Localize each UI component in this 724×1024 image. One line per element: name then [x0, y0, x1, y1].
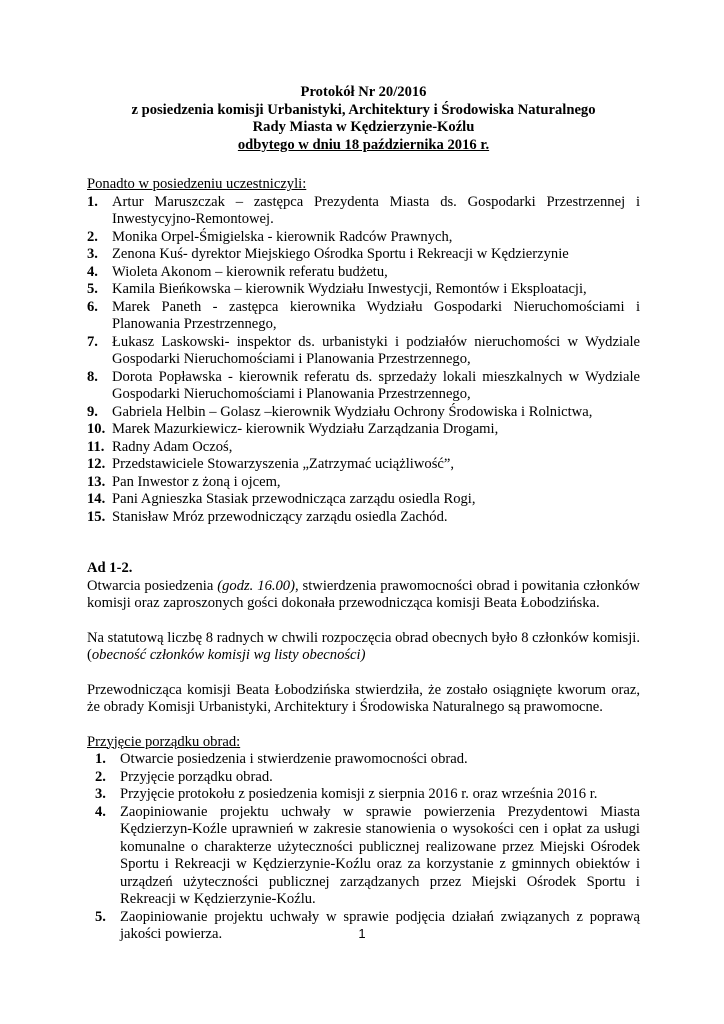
attendee-item-number: 5.: [87, 281, 98, 297]
attendee-item-number: 13.: [87, 473, 106, 490]
agenda-item: [87, 769, 640, 787]
attendee-item-text: Wioleta Akonom – kierownik referatu budżetu,: [112, 263, 388, 280]
attendee-item-text: Radny Adam Oczoś,: [112, 438, 233, 455]
attendees-heading: Ponadto w posiedzeniu uczestniczyli:: [87, 176, 307, 192]
quorum-note: obecność członków komisji wg listy obecności): [91, 647, 366, 663]
agenda-item-number: 2.: [95, 768, 106, 785]
attendee-item: [87, 404, 640, 422]
attendee-item-number: 11.: [87, 438, 105, 455]
attendee-item-text: Pani Agnieszka Stasiak przewodnicząca zarządu osiedla Rogi,: [112, 491, 476, 507]
agenda-item-text: Przyjęcie porządku obrad.: [120, 768, 273, 785]
attendee-item: [87, 334, 640, 369]
agenda-item-text: Zaopiniowanie projektu uchwały w sprawie podjęcia działań związanych z poprawą jakości powierza.: [120, 908, 640, 942]
attendee-item-number: 6.: [87, 298, 98, 315]
attendee-item: [87, 369, 640, 404]
agenda-item-text: Przyjęcie protokołu z posiedzenia komisji z sierpnia 2016 r. oraz września 2016 r.: [120, 786, 598, 802]
attendee-item-number: 8.: [87, 368, 98, 385]
attendee-item-text: Przedstawiciele Stowarzyszenia „Zatrzymać uciążliwość”,: [112, 456, 454, 472]
attendee-item: [87, 421, 640, 439]
attendee-item-number: 4.: [87, 263, 98, 280]
attendee-item-number: 1.: [87, 193, 98, 210]
attendee-item-text: Dorota Popławska - kierownik referatu ds. sprzedaży lokali mieszkalnych w Wydziale Gospodarki Nieruchomościami i Planowania Przestrzennego,: [112, 368, 640, 402]
title-line-2: z posiedzenia komisji Urbanistyki, Architektury i Środowiska Naturalnego: [131, 101, 596, 118]
agenda-item-number: 5.: [95, 908, 106, 925]
attendee-item-number: 15.: [87, 508, 106, 525]
agenda-item-number: 3.: [95, 786, 106, 802]
ad-heading: Ad 1-2.: [87, 560, 133, 576]
agenda-item: [87, 786, 640, 804]
validity-paragraph: Przewodnicząca komisji Beata Łobodzińska stwierdziła, że zostało osiągnięte kworum oraz, że obrady Komisji Urbanistyki, Architektury i Środowiska Naturalnego są prawomocne.: [87, 681, 640, 715]
title-line-3: Rady Miasta w Kędzierzynie-Koźlu: [252, 119, 475, 135]
agenda-item-text: Zaopiniowanie projektu uchwały w sprawie powierzenia Prezydentowi Miasta Kędzierzyn-Koźle uprawnień w zakresie stanowienia o wysokości cen i opłat za usługi komunalne o charakterze użyteczności publicznej realizowane przez Miejski Ośrodek Sportu i Rekreacji w Kędzierzynie-Koźlu oraz za korzystanie z gminnych obiektów i urządzeń użyteczności publicznej zarządzanych przez Miejski Ośrodek Sportu i Rekreacji w Kędzierzynie-Koźlu.: [120, 803, 640, 907]
attendee-item-number: 3.: [87, 246, 98, 262]
agenda-item-number: 4.: [95, 803, 106, 820]
attendee-item: [87, 439, 640, 457]
protocol-title: [87, 84, 640, 154]
title-line-4: odbytego w dniu 18 października 2016 r.: [237, 136, 490, 153]
attendee-item: [87, 491, 640, 509]
agenda-item: [87, 751, 640, 769]
opening-text-end: , stwierdzenia prawomocności obrad i powitania członków komisji oraz zaproszonych gości dokonała przewodnicząca komisji Beata Łobodzińska.: [87, 577, 640, 611]
attendee-item: [87, 281, 640, 299]
attendee-item-text: Kamila Bieńkowska – kierownik Wydziału Inwestycji, Remontów i Eksploatacji,: [112, 281, 587, 297]
attendee-item-text: Pan Inwestor z żoną i ojcem,: [112, 473, 281, 490]
attendee-item: [87, 264, 640, 282]
attendee-item: [87, 194, 640, 229]
attendee-item-text: Marek Mazurkiewicz- kierownik Wydziału Zarządzania Drogami,: [112, 421, 499, 437]
opening-paragraph: [87, 578, 640, 613]
attendee-item: [87, 509, 640, 527]
document-page: [87, 84, 640, 944]
attendee-item-text: Zenona Kuś- dyrektor Miejskiego Ośrodka Sportu i Rekreacji w Kędzierzynie: [112, 246, 569, 262]
attendee-item-text: Stanisław Mróz przewodniczący zarządu osiedla Zachód.: [112, 508, 448, 525]
attendee-item-text: Monika Orpel-Śmigielska - kierownik Radców Prawnych,: [112, 228, 453, 245]
attendee-item-number: 7.: [87, 333, 98, 350]
page-number: 1: [358, 926, 366, 941]
agenda-heading: Przyjęcie porządku obrad:: [87, 733, 241, 750]
attendee-item: [87, 299, 640, 334]
quorum-paragraph: [87, 630, 640, 665]
agenda-item: [87, 804, 640, 909]
opening-time: (godz. 16.00): [217, 577, 295, 594]
title-line-1: Protokół Nr 20/2016: [300, 84, 427, 100]
attendee-item: [87, 474, 640, 492]
attendee-item-number: 2.: [87, 228, 98, 245]
agenda-item-number: 1.: [95, 751, 106, 767]
attendee-item-number: 10.: [87, 421, 106, 437]
attendee-item-text: Marek Paneth - zastępca kierownika Wydziału Gospodarki Nieruchomościami i Planowania Przestrzennego,: [112, 298, 640, 332]
attendee-item-text: Gabriela Helbin – Golasz –kierownik Wydziału Ochrony Środowiska i Rolnictwa,: [112, 403, 593, 420]
quorum-text: Na statutową liczbę 8 radnych w chwili rozpoczęcia obrad obecnych było 8 członków komisji. (: [87, 629, 640, 663]
opening-text-start: Otwarcia posiedzenia: [87, 577, 218, 594]
attendee-item-text: Łukasz Laskowski- inspektor ds. urbanistyki i podziałów nieruchomości w Wydziale Gospodarki Nieruchomościami i Planowania Przestrzennego,: [112, 333, 640, 367]
attendees-list: [87, 194, 640, 527]
attendee-item-number: 9.: [87, 403, 98, 420]
attendee-item-text: Artur Maruszczak – zastępca Prezydenta Miasta ds. Gospodarki Przestrzennej i Inwestycyjno-Remontowej.: [112, 193, 640, 227]
agenda-list: [87, 751, 640, 944]
attendee-item-number: 14.: [87, 491, 106, 507]
attendee-item-number: 12.: [87, 456, 106, 472]
agenda-item-text: Otwarcie posiedzenia i stwierdzenie prawomocności obrad.: [120, 751, 468, 767]
attendee-item: [87, 229, 640, 247]
attendee-item: [87, 246, 640, 264]
attendee-item: [87, 456, 640, 474]
